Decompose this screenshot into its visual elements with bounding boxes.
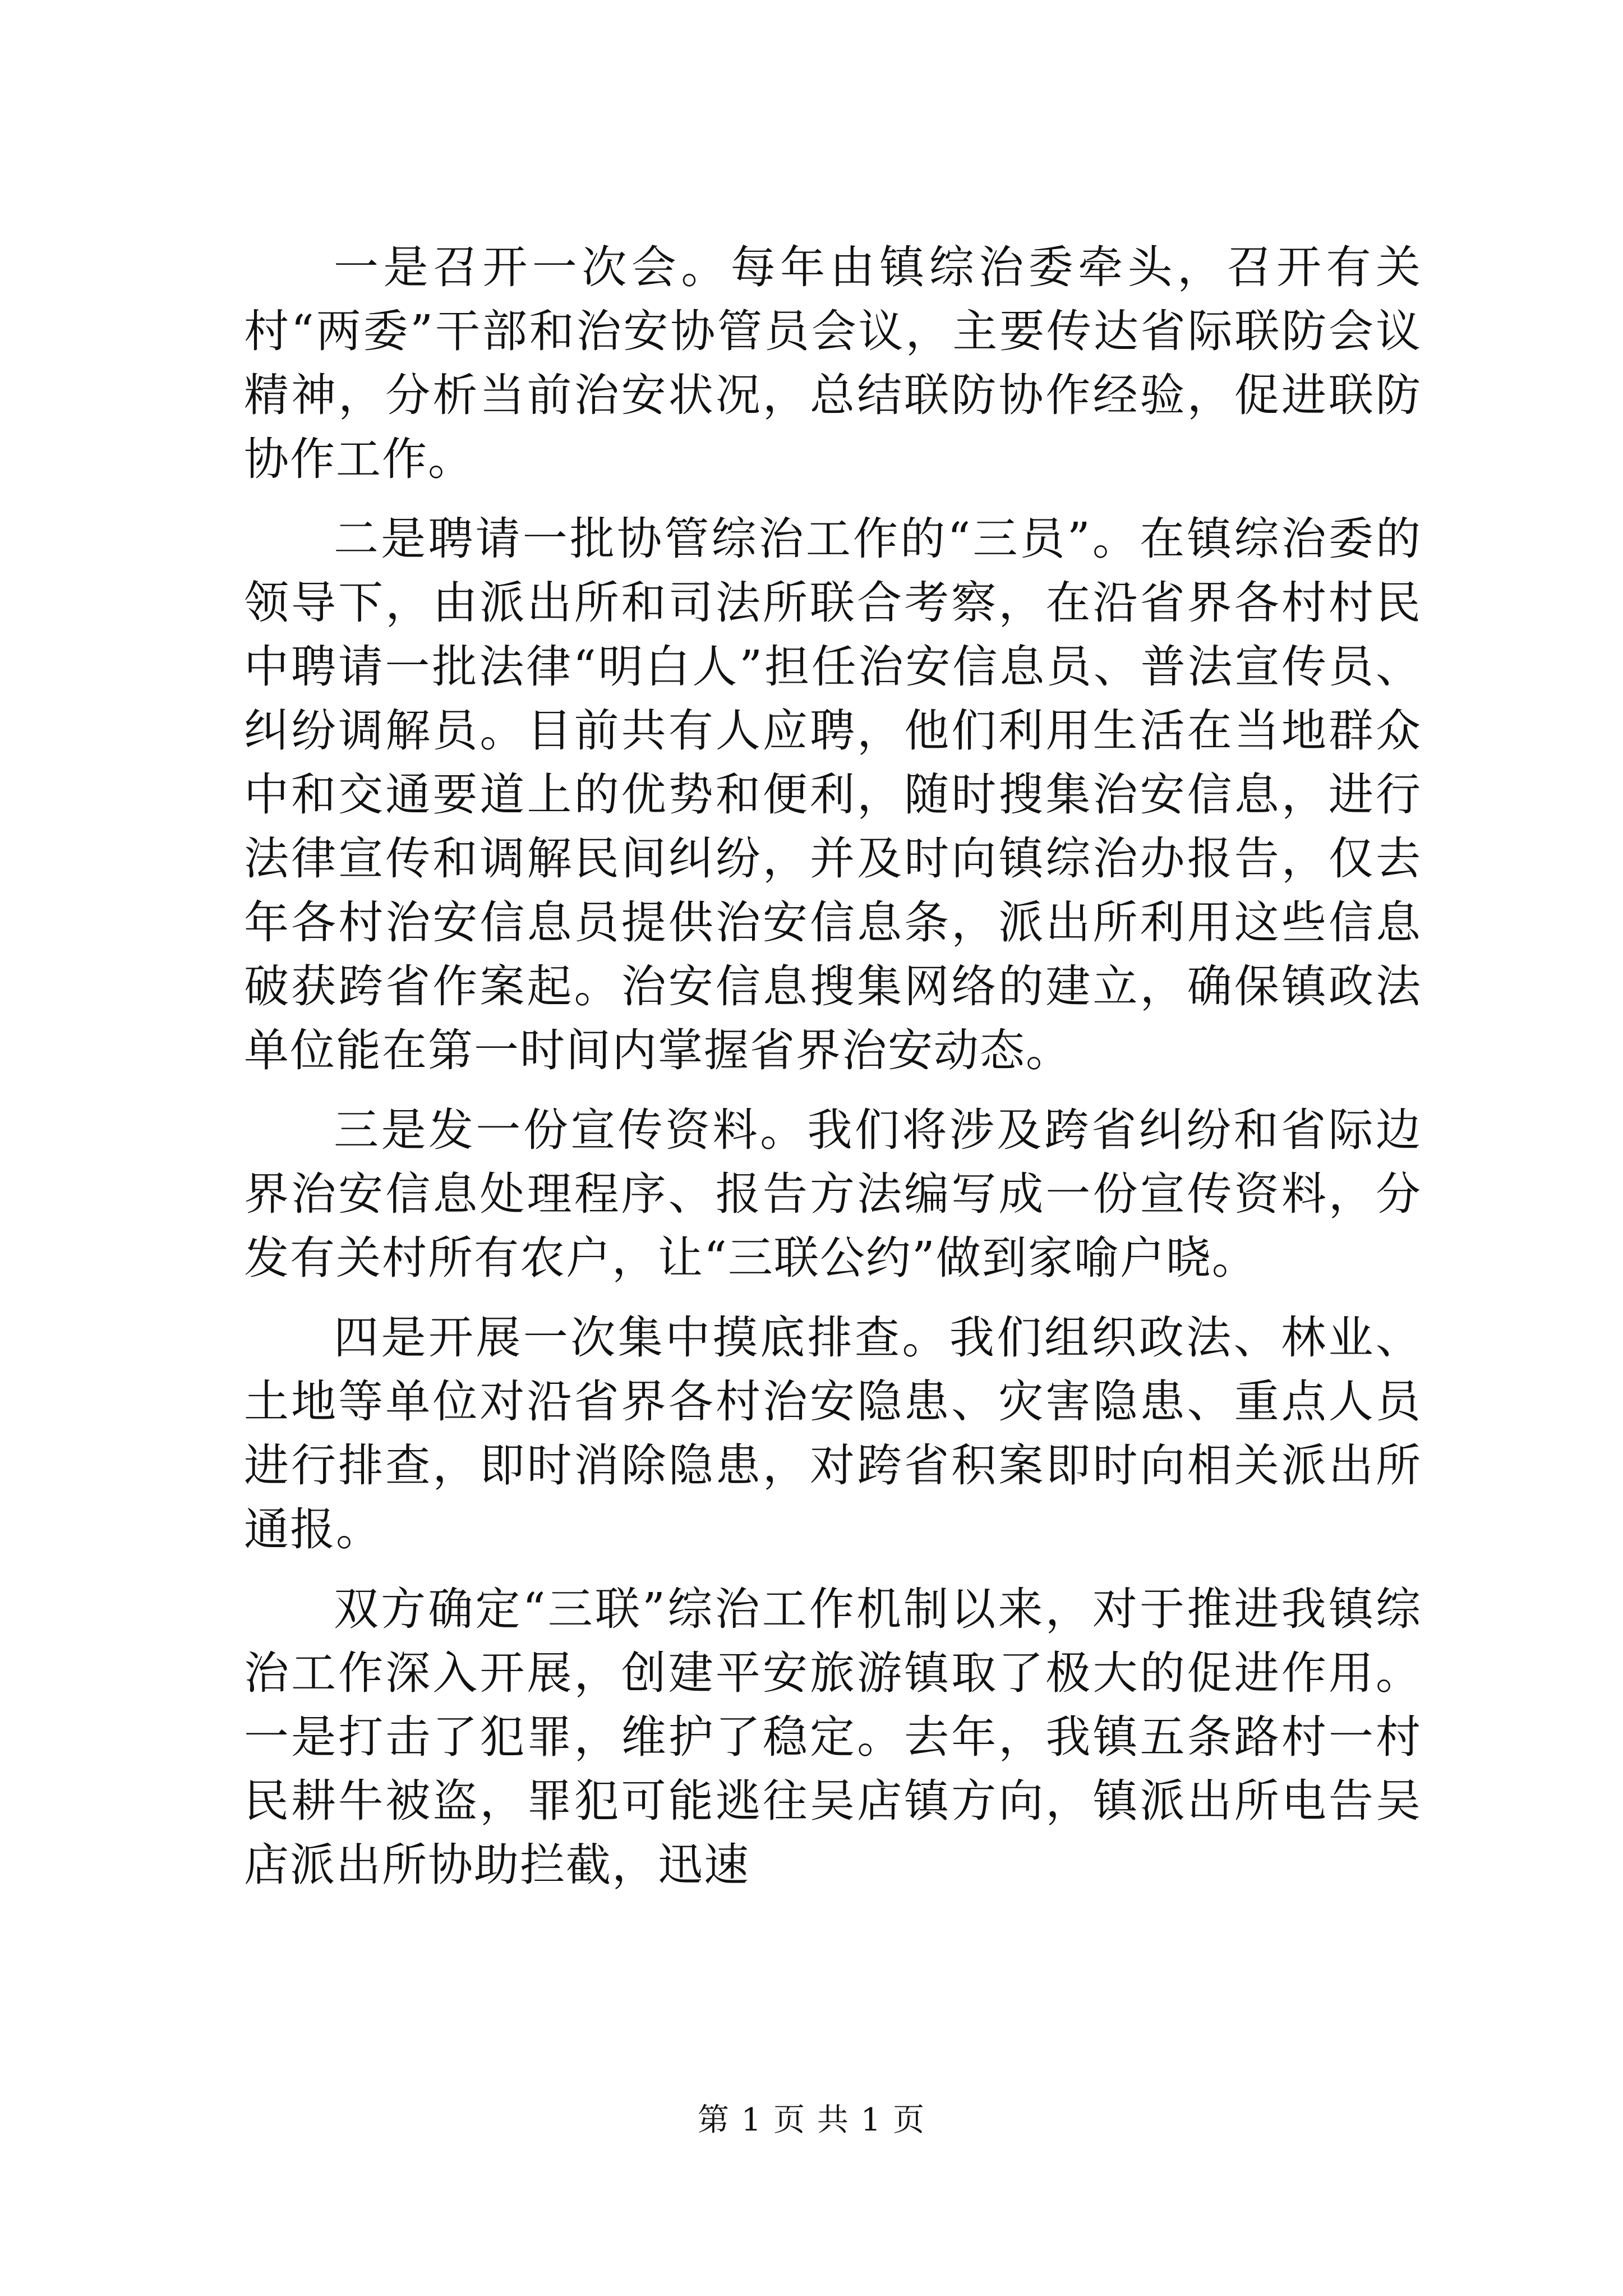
paragraph-2: 二是聘请一批协管综治工作的“三员”。在镇综治委的领导下，由派出所和司法所联合考察，在沿省界各村村民中聘请一批法律“明白人”担任治安信息员、普法宣传员、纠纷调解员。目前共有人应聘，他们利用生活在当地群众中和交通要道上的优势和便利，随时搜集治安信息，进行法律宣传和调解民间纠纷，并及时向镇综治办报告，仅去年各村治安信息员提供治安信息条，派出所利用这些信息破获跨省作案起。治安信息搜集网络的建立，确保镇政法单位能在第一时间内掌握省界治安动态。 <box>244 513 1422 1076</box>
paragraph-4: 四是开展一次集中摸底排查。我们组织政法、林业、土地等单位对沿省界各村治安隐患、灾害隐患、重点人员进行排查，即时消除隐患，对跨省积案即时向相关派出所通报。 <box>244 1312 1422 1556</box>
paragraph-3: 三是发一份宣传资料。我们将涉及跨省纠纷和省际边界治安信息处理程序、报告方法编写成一份宣传资料，分发有关村所有农户，让“三联公约”做到家喻户晓。 <box>244 1104 1422 1284</box>
paragraph-5: 双方确定“三联”综治工作机制以来，对于推进我镇综治工作深入开展，创建平安旅游镇取了极大的促进作用。一是打击了犯罪，维护了稳定。去年，我镇五条路村一村民耕牛被盗，罪犯可能逃往吴店镇方向，镇派出所电告吴店派出所协助拦截，迅速 <box>244 1583 1422 1891</box>
paragraph-1: 一是召开一次会。每年由镇综治委牵头，召开有关村“两委”干部和治安协管员会议，主要传达省际联防会议精神，分析当前治安状况，总结联防协作经验，促进联防协作工作。 <box>244 241 1422 485</box>
document-body <box>244 236 1422 1913</box>
page-footer: 第 1 页 共 1 页 <box>697 2102 926 2138</box>
